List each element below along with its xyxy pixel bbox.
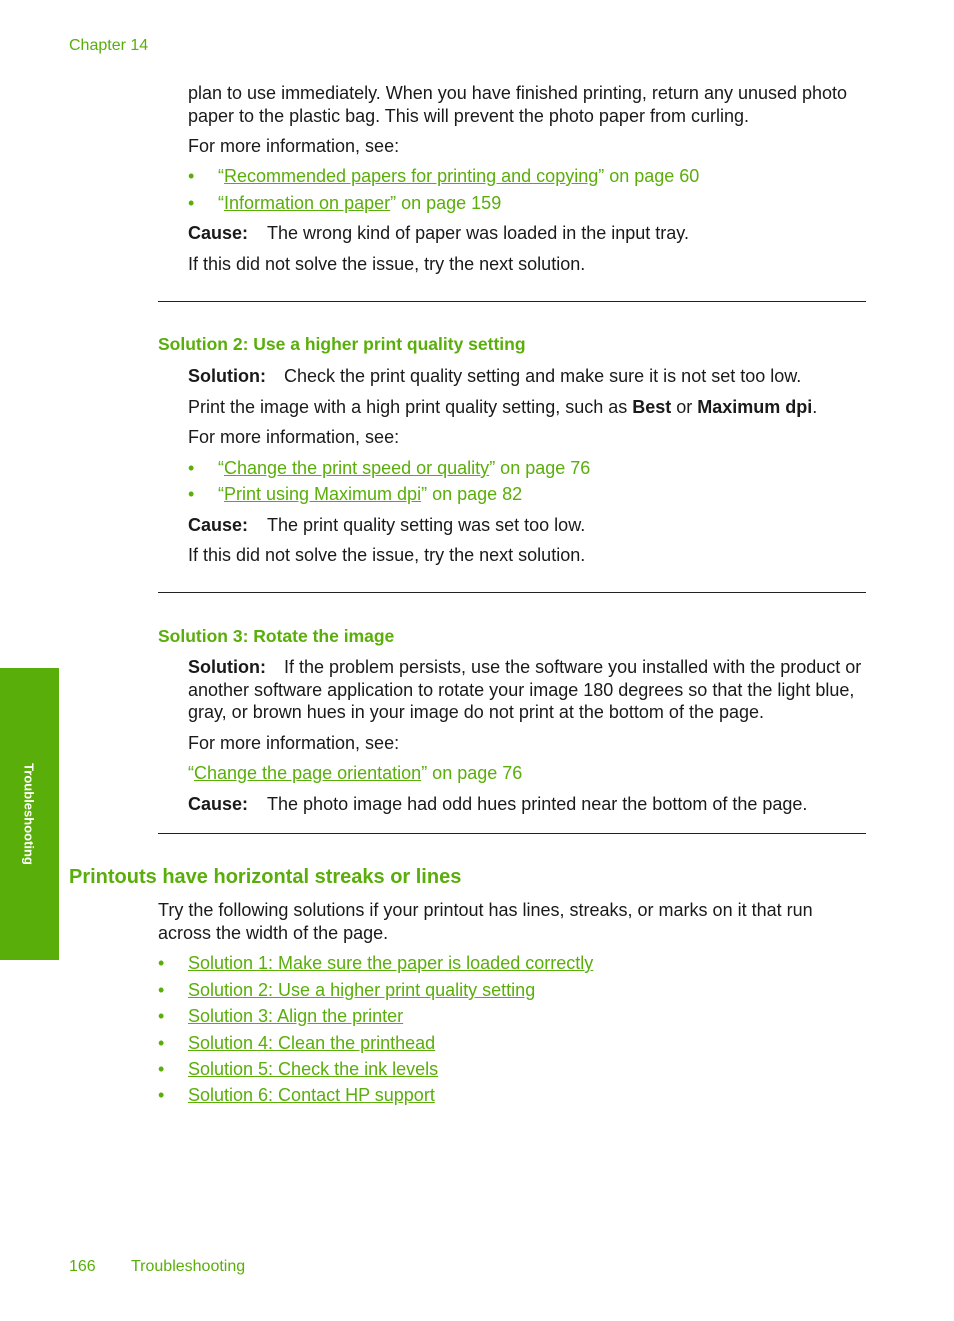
- solution-label: Solution:: [188, 657, 266, 677]
- link-solution-4[interactable]: Solution 4: Clean the printhead: [188, 1033, 436, 1053]
- link-solution-1[interactable]: Solution 1: Make sure the paper is loaded correctly: [188, 953, 594, 973]
- link-solution-6[interactable]: Solution 6: Contact HP support: [188, 1085, 435, 1105]
- bullet: •: [188, 484, 195, 504]
- divider: [158, 301, 866, 302]
- section-intro: Try the following solutions if your printout has lines, streaks, or marks on it that run across the width of the page.: [158, 900, 813, 943]
- link-information-on-paper[interactable]: Information on paper: [224, 193, 391, 213]
- bullet: •: [188, 458, 195, 478]
- section-list-item-4: [158, 1032, 436, 1054]
- section-list-item-2: [158, 979, 536, 1001]
- bullet: •: [158, 980, 165, 1000]
- link-solution-3[interactable]: Solution 3: Align the printer: [188, 1006, 404, 1026]
- best-setting: Best: [632, 397, 672, 417]
- cause-label: Cause:: [188, 223, 249, 243]
- cause-label: Cause:: [188, 515, 249, 535]
- section-list-item-1: [158, 952, 594, 974]
- solution-3-link-item: “Change the page orientation” on page 76: [188, 763, 523, 783]
- solution-2-link-item-2: • “Print using Maximum dpi” on page 82: [188, 484, 523, 504]
- side-tab-label: Troubleshooting: [21, 763, 37, 865]
- link-change-page-orientation[interactable]: Change the page orientation: [194, 763, 422, 783]
- solution-2-solution: [188, 365, 868, 388]
- bullet: •: [158, 1006, 165, 1026]
- link-change-print-speed[interactable]: Change the print speed or quality: [224, 458, 490, 478]
- solution-2-heading: Solution 2: Use a higher print quality setting: [158, 334, 526, 354]
- bullet: •: [158, 1085, 165, 1105]
- maximum-dpi-setting: Maximum dpi: [697, 397, 813, 417]
- solution-3-solution: [188, 656, 868, 724]
- solution-3-heading: Solution 3: Rotate the image: [158, 626, 395, 646]
- section-heading: Printouts have horizontal streaks or lines: [69, 866, 462, 888]
- side-tab: [0, 668, 59, 960]
- intro-more-info: For more information, see:: [188, 136, 400, 156]
- cause-text: The photo image had odd hues printed near the bottom of the page.: [267, 794, 808, 814]
- bullet: •: [158, 953, 165, 973]
- bullet: •: [158, 1033, 165, 1053]
- cause-text: The wrong kind of paper was loaded in the input tray.: [267, 223, 689, 243]
- link-print-maximum-dpi[interactable]: Print using Maximum dpi: [224, 484, 422, 504]
- link-solution-2[interactable]: Solution 2: Use a higher print quality setting: [188, 980, 536, 1000]
- intro-link-item-1: • “Recommended papers for printing and copying” on page 60: [188, 166, 700, 186]
- intro-paragraph: plan to use immediately. When you have finished printing, return any unused photo paper to the plastic bag. This will prevent the photo paper from curling.: [188, 83, 848, 126]
- solution-3-more-info: For more information, see:: [188, 733, 400, 753]
- cause-label: Cause:: [188, 794, 249, 814]
- solution-text: If the problem persists, use the software you installed with the product or another software application to rotate your image 180 degrees so that the light blue, gray, or brown hues in your image do not print at the bottom of the page.: [188, 657, 862, 722]
- cause-text: The print quality setting was set too low.: [267, 515, 586, 535]
- divider: [158, 833, 866, 834]
- solution-2-more-info: For more information, see:: [188, 427, 400, 447]
- solution-text: Check the print quality setting and make sure it is not set too low.: [283, 366, 802, 386]
- divider: [158, 592, 866, 593]
- intro-cause: [188, 222, 868, 245]
- link-recommended-papers[interactable]: Recommended papers for printing and copying: [224, 166, 599, 186]
- bullet: •: [188, 193, 195, 213]
- solution-2-paragraph: Print the image with a high print quality setting, such as Best or Maximum dpi.: [188, 397, 818, 417]
- solution-2-link-item-1: • “Change the print speed or quality” on page 76: [188, 458, 591, 478]
- bullet: •: [158, 1059, 165, 1079]
- section-list-item-5: [158, 1058, 439, 1080]
- solution-label: Solution:: [188, 366, 266, 386]
- section-list-item-6: [158, 1084, 435, 1106]
- solution-3-cause: [188, 793, 868, 816]
- section-list-item-3: [158, 1005, 404, 1027]
- intro-link-item-2: • “Information on paper” on page 159: [188, 193, 502, 213]
- link-solution-5[interactable]: Solution 5: Check the ink levels: [188, 1059, 439, 1079]
- footer-title: Troubleshooting: [131, 1258, 246, 1275]
- bullet: •: [188, 166, 195, 186]
- intro-next: If this did not solve the issue, try the next solution.: [188, 254, 586, 274]
- solution-2-next: If this did not solve the issue, try the next solution.: [188, 545, 586, 565]
- solution-2-cause: [188, 514, 868, 537]
- chapter-label: Chapter 14: [69, 37, 149, 54]
- page-number: 166: [69, 1258, 96, 1275]
